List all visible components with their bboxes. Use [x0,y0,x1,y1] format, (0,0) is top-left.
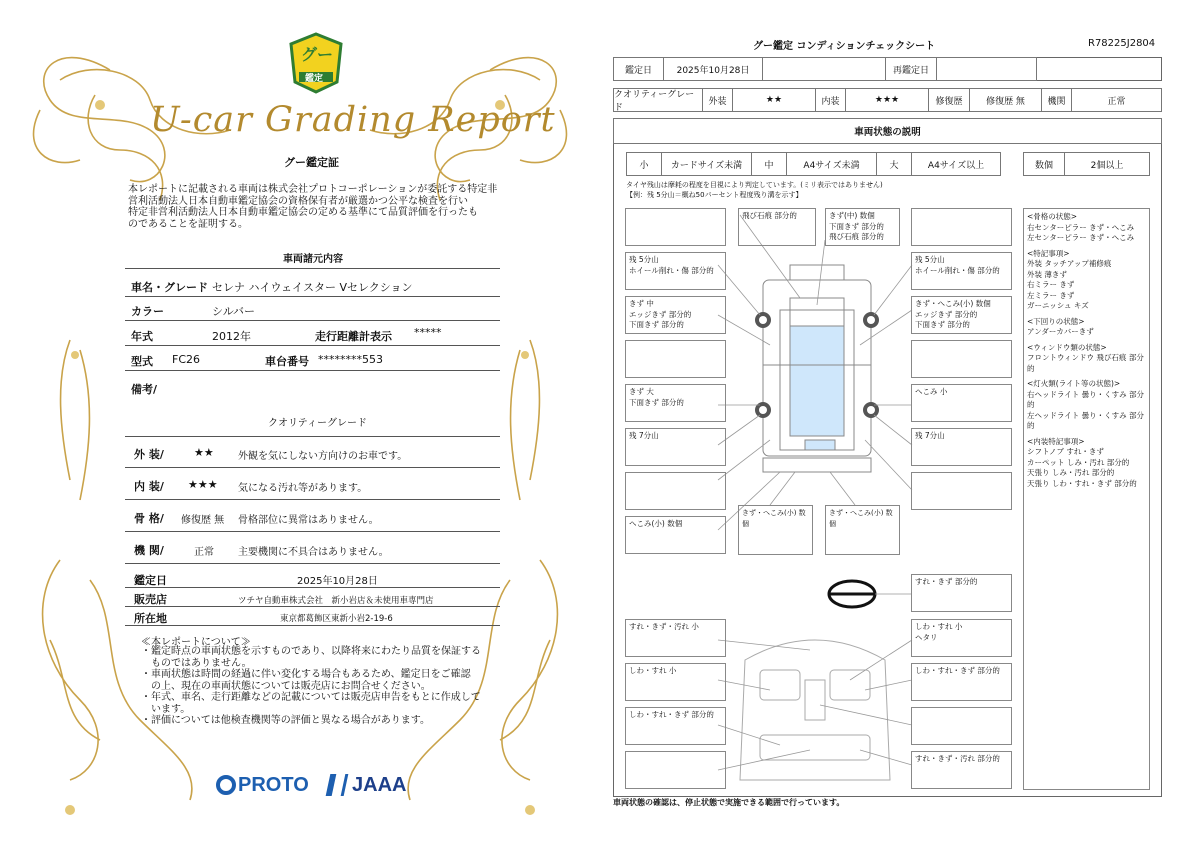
about-line: の上、現在の車両状態については販売店にお問合せください。 [141,680,431,692]
steering-wheel-icon [829,581,875,607]
condition-line: カーペット しみ・汚れ 部分的 [1027,457,1130,467]
report-title: U-car Grading Report [150,100,556,140]
note-box: すれ・きず・汚れ 部分的 [911,751,1012,789]
condition-line: 右センターピラー きず・へこみ [1027,222,1135,232]
type-label: 型式 [131,355,153,368]
note-box: すれ・きず 部分的 [911,574,1012,612]
condition-line: <下回りの状態> [1027,316,1085,326]
engine-value: 正常 [194,547,214,558]
intro-line: 営利活動法人日本自動車鑑定協会の資格保有者が厳選かつ公平な検査を行い [128,195,468,207]
grade-label: クオリティーグレード [613,88,703,112]
color-value: シルバー [212,305,255,318]
condition-line: <骨格の状態> [1027,212,1078,221]
note-box [625,472,726,510]
int-value: ★★★ [845,88,929,112]
ext-label: 外装 [702,88,733,112]
about-line: ・評価については他検査機関等の評価と異なる場合があります。 [141,715,430,726]
condition-line: <ウィンドウ類の状態> [1027,342,1107,352]
exterior-label: 外 装/ [134,448,164,461]
about-line: ・鑑定時点の車両状態を示すものであり、以降将来にわたり品質を保証する [141,646,481,657]
logo-text: グー [301,45,334,64]
condition-line: 外装 タッチアップ補修痕 [1027,259,1112,268]
condition-line: フロントウィンドウ 飛び石痕 部分的 [1027,353,1144,373]
note-box: きず・へこみ(小) 数個 [738,505,813,555]
cert-heading: グー鑑定証 [284,156,339,169]
ext-value: ★★ [732,88,816,112]
addr-value: 東京都葛飾区東新小岩2-19-6 [280,614,393,624]
divider [125,268,500,269]
year-label: 年式 [131,330,153,343]
mileage-label: 走行距離計表示 [315,330,392,343]
exterior-text: 外観を気にしない方向けのお車です。 [238,451,408,462]
frame-text: 骨格部位に異常はありません。 [238,515,379,526]
tire-example: 【例：残 5分山＝概ね50パーセント程度残り溝を示す】 [626,191,803,199]
date-value: 2025年10月28日 [663,57,763,81]
intro-line: のであることを証明する。 [128,218,248,230]
about-line: ・年式、車名、走行距離などの記載については販売店申告をもとに作成して [141,692,481,703]
engine-text: 主要機関に不具合はありません。 [238,547,389,558]
date-value: 2025年10月28日 [297,576,378,587]
divider [125,436,500,437]
small-desc: カードサイズ未満 [661,152,752,176]
desc-heading: 車両状態の説明 [613,118,1162,144]
small-label: 小 [626,152,662,176]
condition-line: 右ミラー きず [1027,280,1075,289]
divider [125,467,500,468]
logo-sub: 鑑定 [305,74,324,84]
divider [125,563,500,564]
divider [125,499,500,500]
about-line: ・車両状態は時間の経過に伴い変化する場合もあるため、鑑定日をご確認 [141,669,471,680]
date-blank [762,57,886,81]
note-box: 残 5分山 ホイール削れ・傷 部分的 [911,252,1012,290]
goo-logo [289,32,343,94]
condition-line: 左ミラー きず [1027,290,1075,300]
about-list [141,646,481,727]
int-label: 内装 [815,88,846,112]
redate-label: 再鑑定日 [885,57,937,81]
proto-mark-icon [216,775,236,795]
large-label: 大 [876,152,912,176]
about-line: います。 [141,703,191,715]
type-value: FC26 [172,353,201,366]
proto-text: PROTO [238,773,309,796]
model-label: 車名・グレード [131,281,208,294]
remarks-label: 備考/ [131,383,158,396]
model-value: セレナ ハイウェイスター Vセレクション [212,281,413,294]
sheet-footer: 車両状態の確認は、停止状態で実施できる範囲で行っています。 [613,798,845,807]
quality-heading: クオリティーグレード [268,418,367,429]
mid-label: 中 [751,152,787,176]
divider [125,345,500,346]
about-line: ものではありません。 [141,657,252,669]
tire-note: タイヤ残山は摩耗の程度を目視により判定しています。(ミリ表示ではありません) [626,181,883,189]
condition-line: 左センターピラー きず・へこみ [1027,233,1135,242]
note-box: 飛び石痕 部分的 [738,208,816,246]
exterior-stars: ★★ [194,446,214,459]
condition-line: 天張り しわ・すれ・きず 部分的 [1027,478,1137,488]
interior-stars: ★★★ [188,478,218,491]
condition-line: シフトノブ すれ・きず [1027,447,1104,456]
proto-logo [216,772,309,798]
intro-line: 特定非営利活動法人日本自動車鑑定協会の定める基準にて品質評価を行ったも [128,207,478,218]
condition-line: <特記事項> [1027,248,1070,258]
count-label: 数個 [1023,152,1065,176]
history-label: 修復歴 [928,88,970,112]
condition-line: 外装 薄きず [1027,269,1067,279]
note-box: きず 中 エッジきず 部分的 下面きず 部分的 [625,296,726,334]
note-box [911,340,1012,378]
date-label: 鑑定日 [613,57,664,81]
note-box: 残 5分山 ホイール削れ・傷 部分的 [625,252,726,290]
note-box: きず・へこみ(小) 数個 エッジきず 部分的 下面きず 部分的 [911,296,1012,334]
interior-text: 気になる汚れ等があります。 [238,483,368,494]
divider [125,587,500,588]
note-box [625,208,726,246]
color-label: カラー [131,305,164,318]
redate-value [936,57,1037,81]
date-label: 鑑定日 [134,574,167,587]
about-heading: ≪本レポートについて≫ [141,637,251,648]
interior-label: 内 装/ [134,480,164,493]
divider [125,625,500,626]
note-box: へこみ 小 [911,384,1012,422]
note-box: しわ・すれ 小 ヘタリ [911,619,1012,657]
year-value: 2012年 [212,330,251,343]
engine-label: 機 関/ [134,544,164,557]
condition-line: 天張り しみ・汚れ 部分的 [1027,468,1115,477]
shop-label: 販売店 [134,593,167,606]
condition-line: <灯火類(ライト等の状態)> [1027,379,1121,388]
note-box [911,472,1012,510]
jaaa-mark-icon [326,774,349,796]
note-box: しわ・すれ・きず 部分的 [911,663,1012,701]
large-desc: A4サイズ以上 [911,152,1001,176]
note-box: きず(中) 数個 下面きず 部分的 飛び石痕 部分的 [825,208,900,246]
divider [125,606,500,607]
divider [125,370,500,371]
divider [125,296,500,297]
jaaa-text: JAAA [352,773,407,796]
note-box: 残 7分山 [625,428,726,466]
history-value: 修復歴 無 [969,88,1042,112]
engine-label: 機関 [1041,88,1072,112]
note-box [625,751,726,789]
note-box: きず 大 下面きず 部分的 [625,384,726,422]
note-box [911,707,1012,745]
engine-value: 正常 [1071,88,1162,112]
condition-line: 左ヘッドライト 曇り・くすみ 部分的 [1027,410,1145,430]
addr-label: 所在地 [134,612,167,625]
chassis-label: 車台番号 [265,355,309,368]
cert-intro [128,184,497,230]
chassis-value: ********553 [318,353,383,366]
frame-label: 骨 格/ [134,512,164,525]
note-box: へこみ(小) 数個 [625,516,726,554]
mid-desc: A4サイズ未満 [786,152,877,176]
condition-list [1023,208,1150,790]
condition-line: ガーニッシュ キズ [1027,301,1089,310]
frame-value: 修復歴 無 [181,515,225,526]
note-box [625,340,726,378]
sheet-title: グー鑑定 コンディションチェックシート [753,41,936,52]
jaaa-logo [328,772,406,798]
condition-line: 右ヘッドライト 曇り・くすみ 部分的 [1027,389,1145,409]
note-box: すれ・きず・汚れ 小 [625,619,726,657]
count-desc: 2個以上 [1064,152,1150,176]
divider [125,531,500,532]
note-box: 残 7分山 [911,428,1012,466]
divider [125,320,500,321]
condition-line: アンダーカバーきず [1027,327,1094,336]
condition-line: <内装特記事項> [1027,436,1085,446]
note-box: きず・へこみ(小) 数個 [825,505,900,555]
note-box: しわ・すれ 小 [625,663,726,701]
note-box [911,208,1012,246]
intro-line: 本レポートに記載される車両は株式会社プロトコーポレーションが委託する特定非 [128,184,498,195]
shop-value: ツチヤ自動車株式会社 新小岩店＆未使用車専門店 [238,596,434,606]
spec-heading: 車両諸元内容 [283,254,343,265]
mileage-value: ***** [414,326,442,339]
note-box: しわ・すれ・きず 部分的 [625,707,726,745]
sheet-ref: R78225J2804 [1088,38,1156,49]
